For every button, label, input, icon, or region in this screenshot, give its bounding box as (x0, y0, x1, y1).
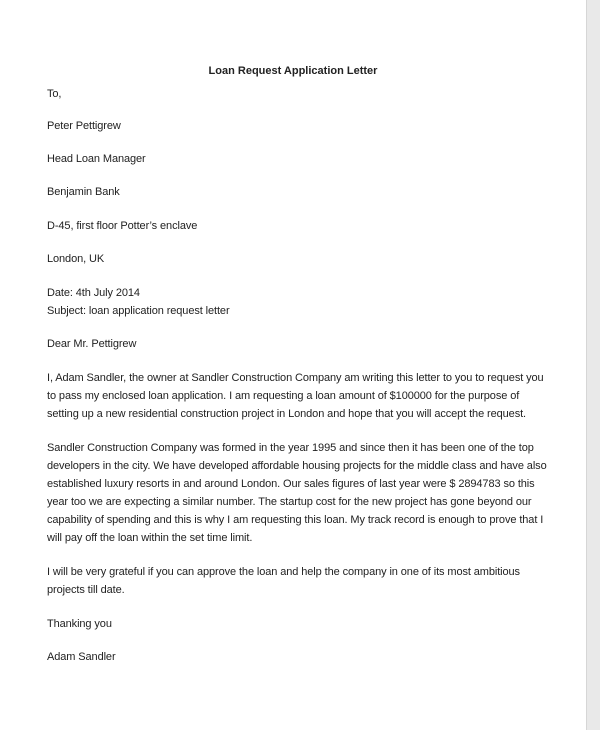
letter-subject: Subject: loan application request letter (47, 305, 230, 317)
paragraph-3-line-2: projects till date. (47, 584, 125, 596)
paragraph-2-line-2: developers in the city. We have developed affordable housing projects for the middle class and have also (47, 460, 547, 472)
paragraph-2-line-4: year too we are expecting a similar number. The startup cost for the new project has gone beyond our (47, 496, 532, 508)
paragraph-1-line-3: setting up a new residential construction project in London and hope that you will accept the request. (47, 408, 527, 420)
closing: Thanking you (47, 618, 112, 630)
paragraph-2-line-1: Sandler Construction Company was formed in the year 1995 and since then it has been one of the top (47, 442, 534, 454)
signature: Adam Sandler (47, 651, 116, 663)
paragraph-2-line-5: capability of spending and this is why I am requesting this loan. My track record is enough to prove that I (47, 514, 544, 526)
to-line: To, (47, 88, 62, 100)
recipient-bank: Benjamin Bank (47, 186, 120, 198)
paragraph-1-line-1: I, Adam Sandler, the owner at Sandler Construction Company am writing this letter to you to request you (47, 372, 544, 384)
recipient-name: Peter Pettigrew (47, 120, 121, 132)
paragraph-3-line-1: I will be very grateful if you can approve the loan and help the company in one of its most ambitious (47, 566, 520, 578)
salutation: Dear Mr. Pettigrew (47, 338, 137, 350)
letter-title: Loan Request Application Letter (208, 65, 378, 77)
recipient-position: Head Loan Manager (47, 153, 146, 165)
paragraph-1-line-2: to pass my enclosed loan application. I am requesting a loan amount of $100000 for the purpose of (47, 390, 520, 402)
vertical-scrollbar[interactable] (586, 0, 600, 730)
paragraph-2-line-3: established luxury resorts in and around London. Our sales figures of last year were $ 2894783 so this (47, 478, 535, 490)
paragraph-2-line-6: will pay off the loan within the set time limit. (47, 532, 253, 544)
recipient-city: London, UK (47, 253, 105, 265)
letter-date: Date: 4th July 2014 (47, 287, 140, 299)
recipient-address: D-45, first floor Potter’s enclave (47, 220, 198, 232)
